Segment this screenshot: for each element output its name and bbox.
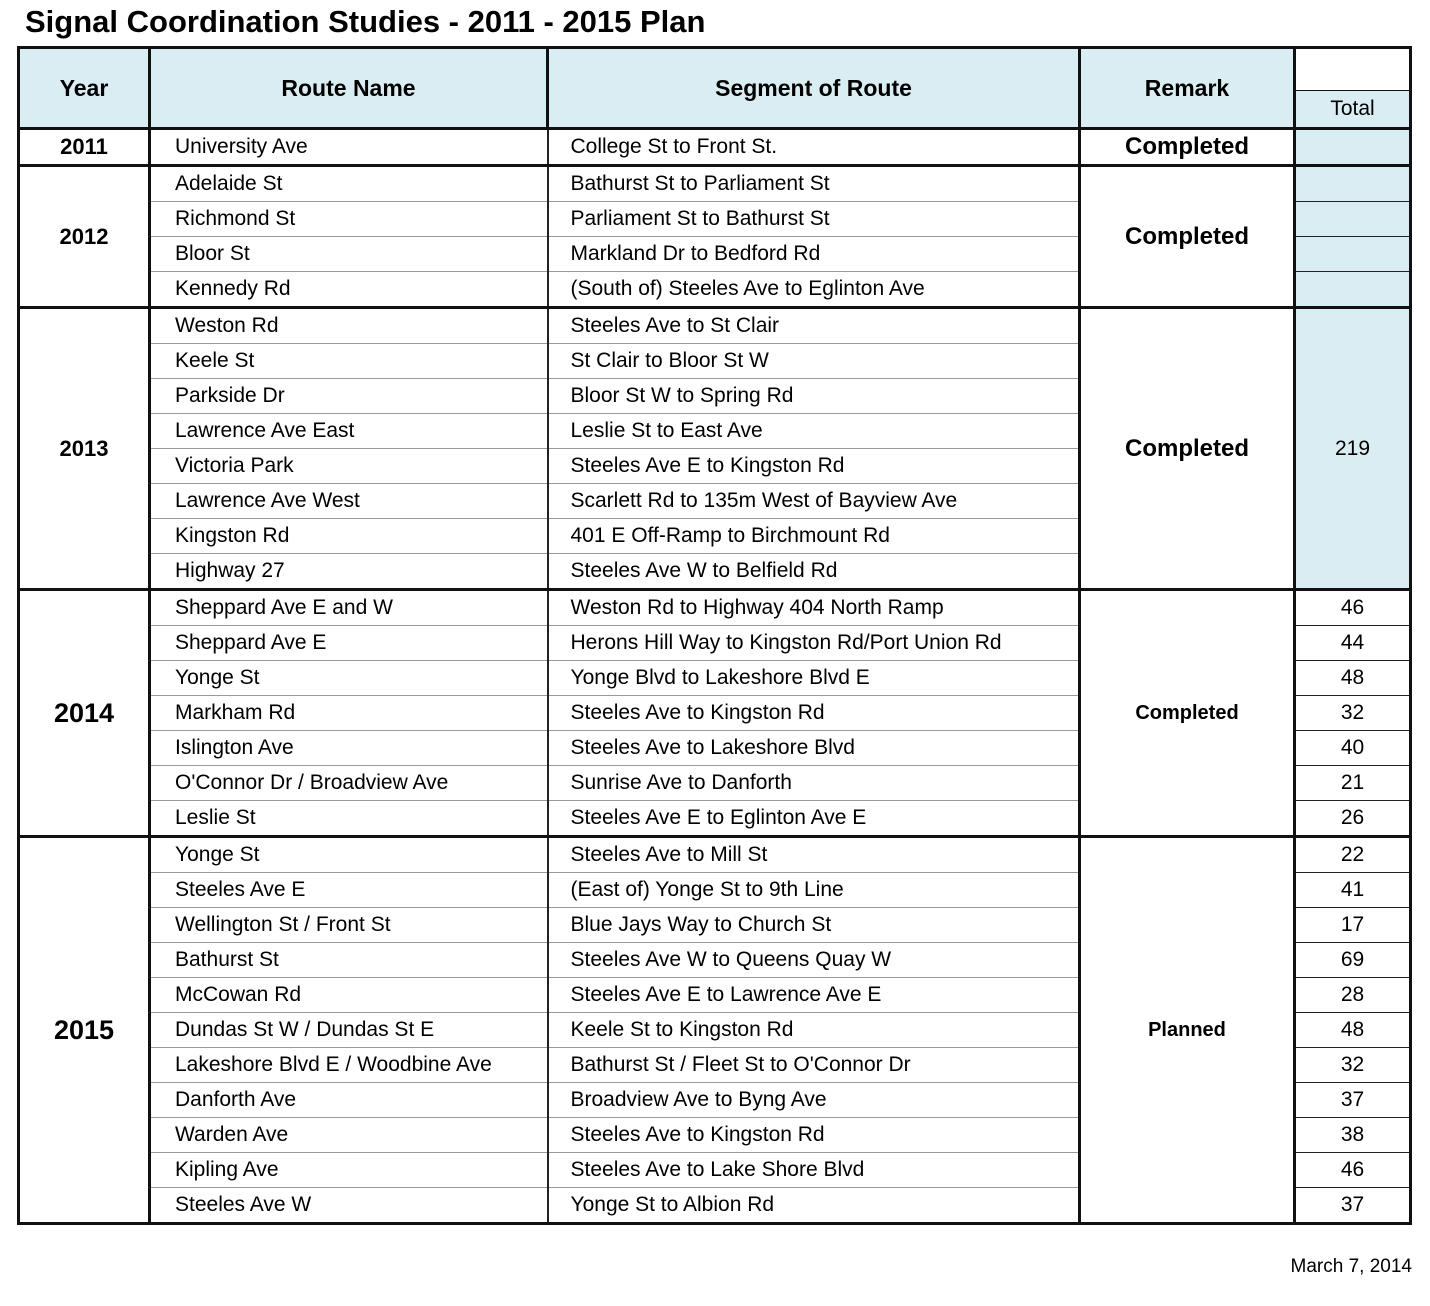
total-cell: 40 bbox=[1295, 731, 1411, 766]
total-cell bbox=[1295, 166, 1411, 202]
route-name-cell: Keele St bbox=[150, 344, 548, 379]
total-cell: 22 bbox=[1295, 837, 1411, 873]
route-name-cell: Lakeshore Blvd E / Woodbine Ave bbox=[150, 1048, 548, 1083]
segment-cell: Steeles Ave to Kingston Rd bbox=[548, 1118, 1080, 1153]
route-name-cell: Kipling Ave bbox=[150, 1153, 548, 1188]
total-cell: 38 bbox=[1295, 1118, 1411, 1153]
segment-cell: Herons Hill Way to Kingston Rd/Port Union Rd bbox=[548, 626, 1080, 661]
segment-cell: Steeles Ave W to Belfield Rd bbox=[548, 554, 1080, 590]
total-cell bbox=[1295, 237, 1411, 272]
segment-cell: Markland Dr to Bedford Rd bbox=[548, 237, 1080, 272]
remark-cell: Completed bbox=[1080, 129, 1295, 166]
route-name-cell: Sheppard Ave E and W bbox=[150, 590, 548, 626]
route-name-cell: McCowan Rd bbox=[150, 978, 548, 1013]
year-cell: 2013 bbox=[19, 308, 150, 590]
total-cell: 32 bbox=[1295, 1048, 1411, 1083]
segment-cell: Yonge Blvd to Lakeshore Blvd E bbox=[548, 661, 1080, 696]
segment-cell: Broadview Ave to Byng Ave bbox=[548, 1083, 1080, 1118]
total-cell: 41 bbox=[1295, 873, 1411, 908]
route-name-cell: Sheppard Ave E bbox=[150, 626, 548, 661]
segment-cell: St Clair to Bloor St W bbox=[548, 344, 1080, 379]
table-row bbox=[19, 590, 1411, 626]
total-cell: 26 bbox=[1295, 801, 1411, 837]
total-cell bbox=[1295, 129, 1411, 166]
header-remark: Remark bbox=[1080, 48, 1295, 129]
segment-cell: Bathurst St to Parliament St bbox=[548, 166, 1080, 202]
route-name-cell: Steeles Ave E bbox=[150, 873, 548, 908]
year-cell: 2011 bbox=[19, 129, 150, 166]
total-cell: 37 bbox=[1295, 1188, 1411, 1224]
segment-cell: Leslie St to East Ave bbox=[548, 414, 1080, 449]
page-title: Signal Coordination Studies - 2011 - 2015 Plan bbox=[25, 4, 706, 39]
route-name-cell: Richmond St bbox=[150, 202, 548, 237]
total-cell: 69 bbox=[1295, 943, 1411, 978]
total-cell: 219 bbox=[1295, 308, 1411, 590]
route-name-cell: Lawrence Ave East bbox=[150, 414, 548, 449]
segment-cell: Steeles Ave to Lake Shore Blvd bbox=[548, 1153, 1080, 1188]
header-total-blank bbox=[1295, 48, 1411, 91]
route-name-cell: Highway 27 bbox=[150, 554, 548, 590]
total-cell: 21 bbox=[1295, 766, 1411, 801]
route-name-cell: Dundas St W / Dundas St E bbox=[150, 1013, 548, 1048]
table-body bbox=[19, 129, 1411, 1224]
segment-cell: 401 E Off-Ramp to Birchmount Rd bbox=[548, 519, 1080, 554]
route-name-cell: Wellington St / Front St bbox=[150, 908, 548, 943]
header-segment: Segment of Route bbox=[548, 48, 1080, 129]
total-cell: 44 bbox=[1295, 626, 1411, 661]
segment-cell: Scarlett Rd to 135m West of Bayview Ave bbox=[548, 484, 1080, 519]
route-name-cell: Danforth Ave bbox=[150, 1083, 548, 1118]
year-cell: 2014 bbox=[19, 590, 150, 837]
header-total: Total bbox=[1295, 91, 1411, 129]
segment-cell: Steeles Ave W to Queens Quay W bbox=[548, 943, 1080, 978]
year-cell: 2012 bbox=[19, 166, 150, 308]
segment-cell: Steeles Ave E to Lawrence Ave E bbox=[548, 978, 1080, 1013]
route-name-cell: Leslie St bbox=[150, 801, 548, 837]
segment-cell: Blue Jays Way to Church St bbox=[548, 908, 1080, 943]
segment-cell: Steeles Ave to Lakeshore Blvd bbox=[548, 731, 1080, 766]
table-row bbox=[19, 308, 1411, 344]
total-cell bbox=[1295, 202, 1411, 237]
remark-cell: Planned bbox=[1080, 837, 1295, 1224]
route-name-cell: Yonge St bbox=[150, 837, 548, 873]
segment-cell: Steeles Ave E to Eglinton Ave E bbox=[548, 801, 1080, 837]
route-name-cell: Adelaide St bbox=[150, 166, 548, 202]
route-name-cell: Kingston Rd bbox=[150, 519, 548, 554]
segment-cell: (South of) Steeles Ave to Eglinton Ave bbox=[548, 272, 1080, 308]
signal-coordination-table bbox=[17, 46, 1412, 1225]
segment-cell: Parliament St to Bathurst St bbox=[548, 202, 1080, 237]
segment-cell: Yonge St to Albion Rd bbox=[548, 1188, 1080, 1224]
route-name-cell: Steeles Ave W bbox=[150, 1188, 548, 1224]
total-cell: 46 bbox=[1295, 1153, 1411, 1188]
table-row bbox=[19, 837, 1411, 873]
total-cell: 28 bbox=[1295, 978, 1411, 1013]
route-name-cell: Bathurst St bbox=[150, 943, 548, 978]
total-cell: 17 bbox=[1295, 908, 1411, 943]
route-name-cell: Kennedy Rd bbox=[150, 272, 548, 308]
route-name-cell: Yonge St bbox=[150, 661, 548, 696]
header-route-name: Route Name bbox=[150, 48, 548, 129]
route-name-cell: Weston Rd bbox=[150, 308, 548, 344]
remark-cell: Completed bbox=[1080, 590, 1295, 837]
segment-cell: (East of) Yonge St to 9th Line bbox=[548, 873, 1080, 908]
segment-cell: College St to Front St. bbox=[548, 129, 1080, 166]
route-name-cell: Lawrence Ave West bbox=[150, 484, 548, 519]
segment-cell: Weston Rd to Highway 404 North Ramp bbox=[548, 590, 1080, 626]
remark-cell: Completed bbox=[1080, 308, 1295, 590]
segment-cell: Bathurst St / Fleet St to O'Connor Dr bbox=[548, 1048, 1080, 1083]
route-name-cell: Warden Ave bbox=[150, 1118, 548, 1153]
table-row bbox=[19, 166, 1411, 202]
year-cell: 2015 bbox=[19, 837, 150, 1224]
route-name-cell: Parkside Dr bbox=[150, 379, 548, 414]
segment-cell: Bloor St W to Spring Rd bbox=[548, 379, 1080, 414]
total-cell: 37 bbox=[1295, 1083, 1411, 1118]
segment-cell: Steeles Ave to Kingston Rd bbox=[548, 696, 1080, 731]
total-cell: 32 bbox=[1295, 696, 1411, 731]
segment-cell: Keele St to Kingston Rd bbox=[548, 1013, 1080, 1048]
route-name-cell: Islington Ave bbox=[150, 731, 548, 766]
total-cell: 48 bbox=[1295, 661, 1411, 696]
table-row bbox=[19, 129, 1411, 166]
remark-cell: Completed bbox=[1080, 166, 1295, 308]
segment-cell: Sunrise Ave to Danforth bbox=[548, 766, 1080, 801]
total-cell: 46 bbox=[1295, 590, 1411, 626]
route-name-cell: Bloor St bbox=[150, 237, 548, 272]
segment-cell: Steeles Ave to Mill St bbox=[548, 837, 1080, 873]
total-cell: 48 bbox=[1295, 1013, 1411, 1048]
total-cell bbox=[1295, 272, 1411, 308]
header-year: Year bbox=[19, 48, 150, 129]
route-name-cell: University Ave bbox=[150, 129, 548, 166]
route-name-cell: Victoria Park bbox=[150, 449, 548, 484]
route-name-cell: O'Connor Dr / Broadview Ave bbox=[150, 766, 548, 801]
document-date: March 7, 2014 bbox=[1290, 1256, 1412, 1277]
segment-cell: Steeles Ave to St Clair bbox=[548, 308, 1080, 344]
segment-cell: Steeles Ave E to Kingston Rd bbox=[548, 449, 1080, 484]
route-name-cell: Markham Rd bbox=[150, 696, 548, 731]
